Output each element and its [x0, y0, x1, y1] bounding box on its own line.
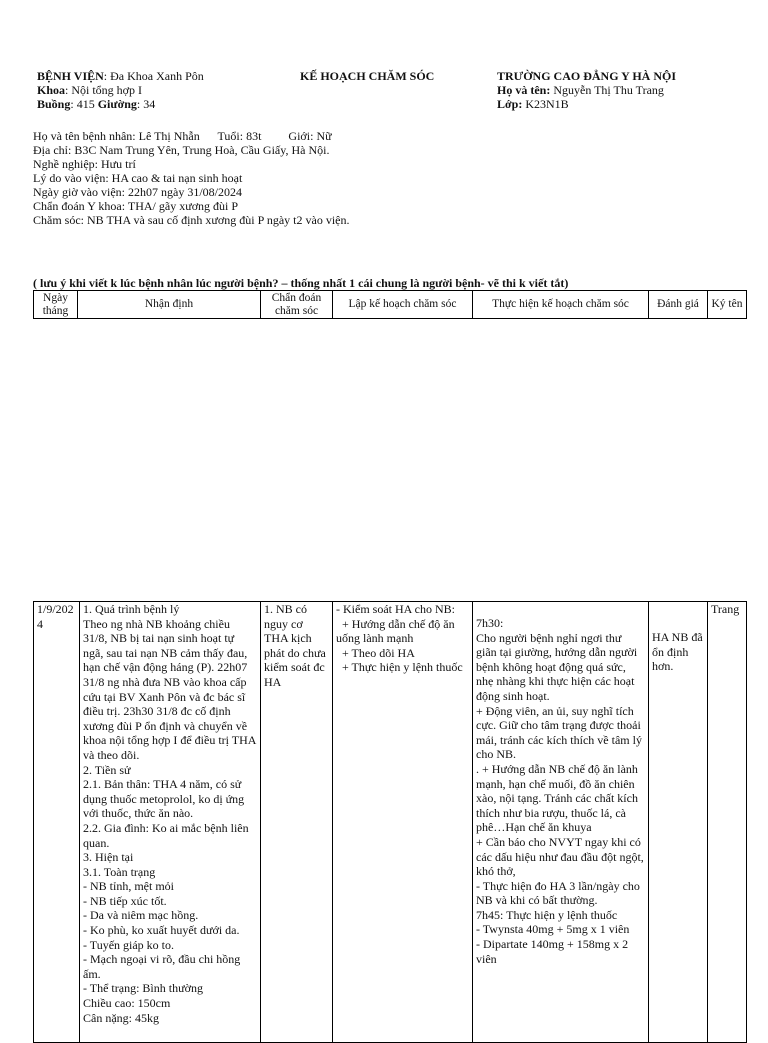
- bed-value: : 34: [136, 97, 156, 111]
- cell-signature: [708, 602, 747, 1043]
- assessment-line: - Ko phù, ko xuất huyết dưới da.: [83, 923, 240, 938]
- plan-line: + Thực hiện y lệnh thuốc: [336, 660, 463, 675]
- writing-note: ( lưu ý khi viết k lúc bệnh nhân lúc người bệnh? – thống nhất 1 cái chung là người bệnh- vẽ thi k viết tắt): [33, 276, 569, 290]
- header-right-block: [497, 69, 757, 111]
- department-line: [37, 83, 277, 97]
- patient-address-line: Địa chỉ: B3C Nam Trung Yên, Trung Hoà, Cầu Giấy, Hà Nội.: [33, 143, 330, 157]
- medical-diagnosis-line: Chẩn đoán Y khoa: THA/ gãy xương đùi P: [33, 199, 239, 213]
- class-value: K23N1B: [522, 97, 569, 111]
- patient-info: [33, 129, 753, 227]
- implementation-line: 7h45: Thực hiện y lệnh thuốc: [476, 907, 618, 922]
- date-value: 1/9/2024: [37, 602, 74, 631]
- cell-date: [34, 602, 80, 1043]
- admission-reason-line: Lý do vào viện: HA cao & tai nạn sinh hoạt: [33, 171, 243, 185]
- diagnosis-value: 1. NB có nguy cơ THA kịch phát do chưa kiểm soát đc HA: [264, 602, 326, 689]
- assessment-line: 3. Hiện tại: [83, 850, 134, 865]
- class-label: Lớp:: [497, 97, 523, 111]
- room-value: : 415: [70, 97, 98, 111]
- assessment-line: - Da và niêm mạc hồng.: [83, 908, 199, 923]
- cell-diagnosis: [261, 602, 333, 1043]
- col-header-implementation: Thực hiện kế hoạch chăm sóc: [473, 291, 649, 319]
- signature-value: Trang: [711, 602, 740, 616]
- admission-time-line: Ngày giờ vào viện: 22h07 ngày 31/08/2024: [33, 185, 242, 199]
- implementation-line: - Dipartate 140mg + 158mg x 2 viên: [476, 937, 632, 966]
- assessment-line: - Mạch ngoại vi rõ, đầu chi hồng ấm.: [83, 952, 244, 981]
- care-plan-table: [33, 601, 747, 1043]
- room-bed-line: [37, 97, 277, 111]
- assessment-line: Cân nặng: 45kg: [83, 1010, 159, 1025]
- implementation-line: Cho người bệnh nghỉ ngơi thư giãn tại giường, hướng dẫn người bệnh không hoạt động quá sức, nhẹ nhàng khi thực hiện các hoạt động sinh hoạt.: [476, 630, 641, 703]
- care-focus-line: Chăm sóc: NB THA và sau cố định xương đùi P ngày t2 vào viện.: [33, 213, 350, 227]
- cell-plan: [333, 602, 473, 1043]
- assessment-line: 2.1. Bản thân: THA 4 năm, có sử dụng thuốc metoprolol, ko dị ứng với thuốc, thức ăn nào.: [83, 777, 248, 821]
- col-header-assessment: Nhận định: [78, 291, 261, 319]
- document-title: KẾ HOẠCH CHĂM SÓC: [300, 69, 435, 83]
- implementation-line: . + Hướng dẫn NB chế độ ăn lành mạnh, hạn chế muối, đồ ăn chiên xào, nội tạng. Tránh các chất kích thích như bia rượu, thuốc lá, cà phê…Hạn chế ăn khuya: [476, 761, 641, 835]
- department-value: : Nội tổng hợp I: [65, 83, 143, 97]
- assessment-line: 2.2. Gia đình: Ko ai mắc bệnh liên quan.: [83, 820, 252, 850]
- header-left-block: [37, 69, 277, 111]
- col-header-date: Ngày tháng: [34, 291, 78, 319]
- school-name: TRƯỜNG CAO ĐẲNG Y HÀ NỘI: [497, 69, 676, 83]
- implementation-line: - Thực hiện đo HA 3 lần/ngày cho NB và khi có bất thường.: [476, 878, 643, 908]
- col-header-plan: Lập kế hoạch chăm sóc: [333, 291, 473, 319]
- hospital-line: [37, 69, 277, 83]
- student-name-line: [497, 83, 757, 97]
- assessment-line: 3.1. Toàn trạng: [83, 864, 156, 879]
- col-header-evaluation: Đánh giá: [649, 291, 708, 319]
- table-row: [34, 602, 747, 1043]
- room-label: Buồng: [37, 97, 71, 111]
- cell-evaluation: [649, 602, 708, 1043]
- plan-line: - Kiểm soát HA cho NB:: [336, 602, 455, 616]
- implementation-line: - Twynsta 40mg + 5mg x 1 viên: [476, 922, 630, 937]
- assessment-line: Chiều cao: 150cm: [83, 996, 171, 1011]
- assessment-line: Theo ng nhà NB khoảng chiều 31/8, NB bị tai nạn sinh hoạt tự ngã, sau tai nạn NB cảm thấy đau, hạn chế vận động háng (P). 22h07 31/8 ng nhà đưa NB vào khoa cấp cứu tại BV Xanh Pôn và đc bác sĩ điều trị. 23h30 31/8 đc cố định xương đùi P ổn định và chuyển về khoa nội tổng hợp I để điều trị THA và theo dõi.: [83, 616, 259, 762]
- student-name-value: Nguyễn Thị Thu Trang: [550, 83, 664, 97]
- assessment-line: 2. Tiền sử: [83, 762, 131, 777]
- hospital-value: : Đa Khoa Xanh Pôn: [103, 69, 204, 83]
- col-header-diagnosis: Chẩn đoán chăm sóc: [261, 291, 333, 319]
- care-plan-header-table: [33, 290, 747, 319]
- cell-assessment: [80, 602, 261, 1043]
- bed-label: Giường: [97, 97, 137, 111]
- implementation-line: + Cần báo cho NVYT ngay khi có các dấu hiệu như đau đầu đột ngột, khó thở,: [476, 834, 647, 879]
- student-name-label: Họ và tên:: [497, 83, 551, 97]
- assessment-line: - Thể trạng: Bình thường: [83, 981, 203, 996]
- patient-name-line: Họ và tên bệnh nhân: Lê Thị Nhẫn Tuổi: 83t Giới: Nữ: [33, 129, 332, 143]
- assessment-line: - Tuyến giáp ko to.: [83, 937, 175, 952]
- implementation-line: 7h30:: [476, 616, 504, 630]
- implementation-line: + Động viên, an ủi, suy nghĩ tích cực. Giữ cho tâm trạng được thoải mái, tránh các kích thích về tâm lý cho NB.: [476, 703, 645, 762]
- assessment-line: - NB tỉnh, mệt mỏi: [83, 879, 174, 894]
- patient-occupation-line: Nghề nghiệp: Hưu trí: [33, 157, 136, 171]
- plan-line: + Theo dõi HA: [336, 645, 415, 660]
- col-header-signature: Ký tên: [708, 291, 747, 319]
- plan-line: + Hướng dẫn chế độ ăn uống lành mạnh: [336, 616, 458, 646]
- header-row: [34, 291, 747, 319]
- evaluation-value: HA NB đã ổn định hơn.: [652, 630, 703, 674]
- hospital-label: BỆNH VIỆN: [37, 69, 104, 83]
- assessment-line: 1. Quá trình bệnh lý: [83, 602, 180, 616]
- department-label: Khoa: [37, 83, 66, 97]
- class-line: [497, 97, 757, 111]
- cell-implementation: [473, 602, 649, 1043]
- assessment-line: - NB tiếp xúc tốt.: [83, 893, 167, 908]
